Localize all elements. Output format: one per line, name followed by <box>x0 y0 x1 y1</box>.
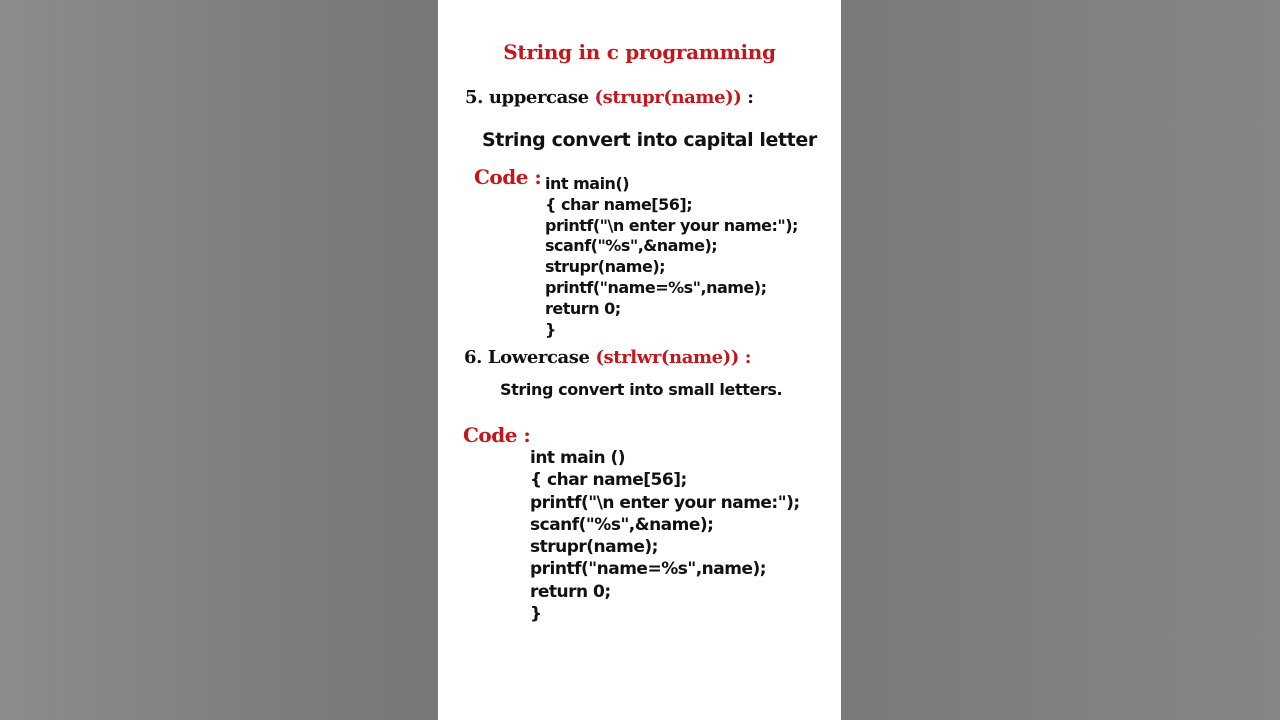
section-5-code-block <box>545 174 798 340</box>
code-line: { char name[56]; <box>530 470 687 491</box>
code-line: return 0; <box>545 298 621 318</box>
left-blurred-background <box>0 0 438 720</box>
section-5-colon: : <box>747 87 754 108</box>
code-line: } <box>530 604 542 625</box>
section-5-function: (strupr(name)) <box>594 87 742 108</box>
section-6-function: (strlwr(name)) <box>595 347 739 368</box>
section-6-colon: : <box>744 347 752 368</box>
section-6-description: String convert into small letters. <box>500 380 783 399</box>
code-line: int main () <box>530 448 626 468</box>
section-6-heading-text: 6. Lowercase <box>464 347 590 368</box>
section-5-description: String convert into capital letter <box>482 129 817 151</box>
code-line: strupr(name); <box>545 257 666 277</box>
section-5-heading-text: 5. uppercase <box>465 87 589 108</box>
page-title: String in c programming <box>503 40 776 64</box>
code-line: { char name[56]; <box>545 194 693 214</box>
code-line: return 0; <box>530 581 611 602</box>
code-line: printf("name=%s",name); <box>545 277 767 297</box>
code-line: scanf("%s",&name); <box>545 236 718 256</box>
right-blurred-background <box>841 0 1280 720</box>
code-line: strupr(name); <box>530 537 658 558</box>
code-line: int main() <box>545 174 630 193</box>
document-page <box>438 0 841 720</box>
section-6-code-block <box>530 447 800 625</box>
code-line: } <box>545 319 556 339</box>
code-line: printf("name=%s",name); <box>530 559 767 580</box>
section-5-code-label: Code : <box>474 165 542 189</box>
section-6-code-label: Code : <box>463 423 531 447</box>
code-line: scanf("%s",&name); <box>530 514 714 535</box>
section-5-heading <box>465 87 753 108</box>
section-6-heading <box>464 347 751 368</box>
code-line: printf("\n enter your name:"); <box>530 492 800 513</box>
code-line: printf("\n enter your name:"); <box>545 215 798 235</box>
